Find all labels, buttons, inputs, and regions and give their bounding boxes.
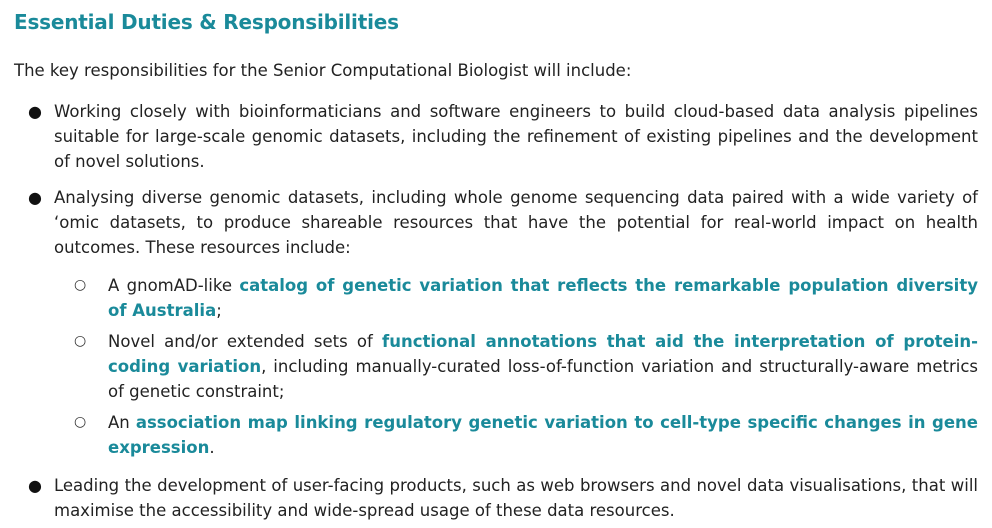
sub-list-item-text xyxy=(108,273,978,323)
sub-list-item-text xyxy=(108,410,978,460)
sub-item-post-text: . xyxy=(209,438,215,457)
sub-item-pre-text: Novel and/or extended sets of xyxy=(108,332,383,351)
sub-item-pre-text: A gnomAD-like xyxy=(108,276,240,295)
sub-item-post-text: ; xyxy=(216,301,222,320)
list-item-text: Working closely with bioinformaticians and software engineers to build cloud-based data analysis pipelines suitable for large-scale genomic datasets, including the refinement of existing pipelines and the development of novel solutions. xyxy=(54,102,978,171)
bullet-marker: ● xyxy=(28,102,42,121)
sub-bullet-marker: ○ xyxy=(74,333,87,349)
list-item-text: Leading the development of user-facing products, such as web browsers and novel data visualisations, that will maximise the accessibility and wide-spread usage of these data resources. xyxy=(54,476,978,520)
highlighted-phrase: catalog of genetic variation that reflects the remarkable population diversity of Australia xyxy=(108,276,978,320)
list-item-text: Analysing diverse genomic datasets, including whole genome sequencing data paired with a wide variety of ‘omic datasets, to produce shareable resources that have the potential for real-world impact on health outcomes. These resources include: xyxy=(54,188,978,257)
bullet-marker: ● xyxy=(28,188,42,207)
sub-item-pre-text: An xyxy=(108,413,136,432)
highlighted-phrase: functional annotations that aid the interpretation of protein-coding variation xyxy=(108,332,978,376)
sub-item-post-text: , including manually-curated loss-of-function variation and structurally-aware metrics of genetic constraint; xyxy=(108,357,978,401)
sub-bullet-marker: ○ xyxy=(74,414,87,430)
sub-bullet-marker: ○ xyxy=(74,277,87,293)
sub-list-item-text xyxy=(108,329,978,404)
section-heading: Essential Duties & Responsibilities xyxy=(14,10,399,34)
intro-paragraph: The key responsibilities for the Senior Computational Biologist will include: xyxy=(14,61,632,80)
highlighted-phrase: association map linking regulatory genetic variation to cell-type specific changes in gene expression xyxy=(108,413,978,457)
bullet-marker: ● xyxy=(28,476,42,495)
